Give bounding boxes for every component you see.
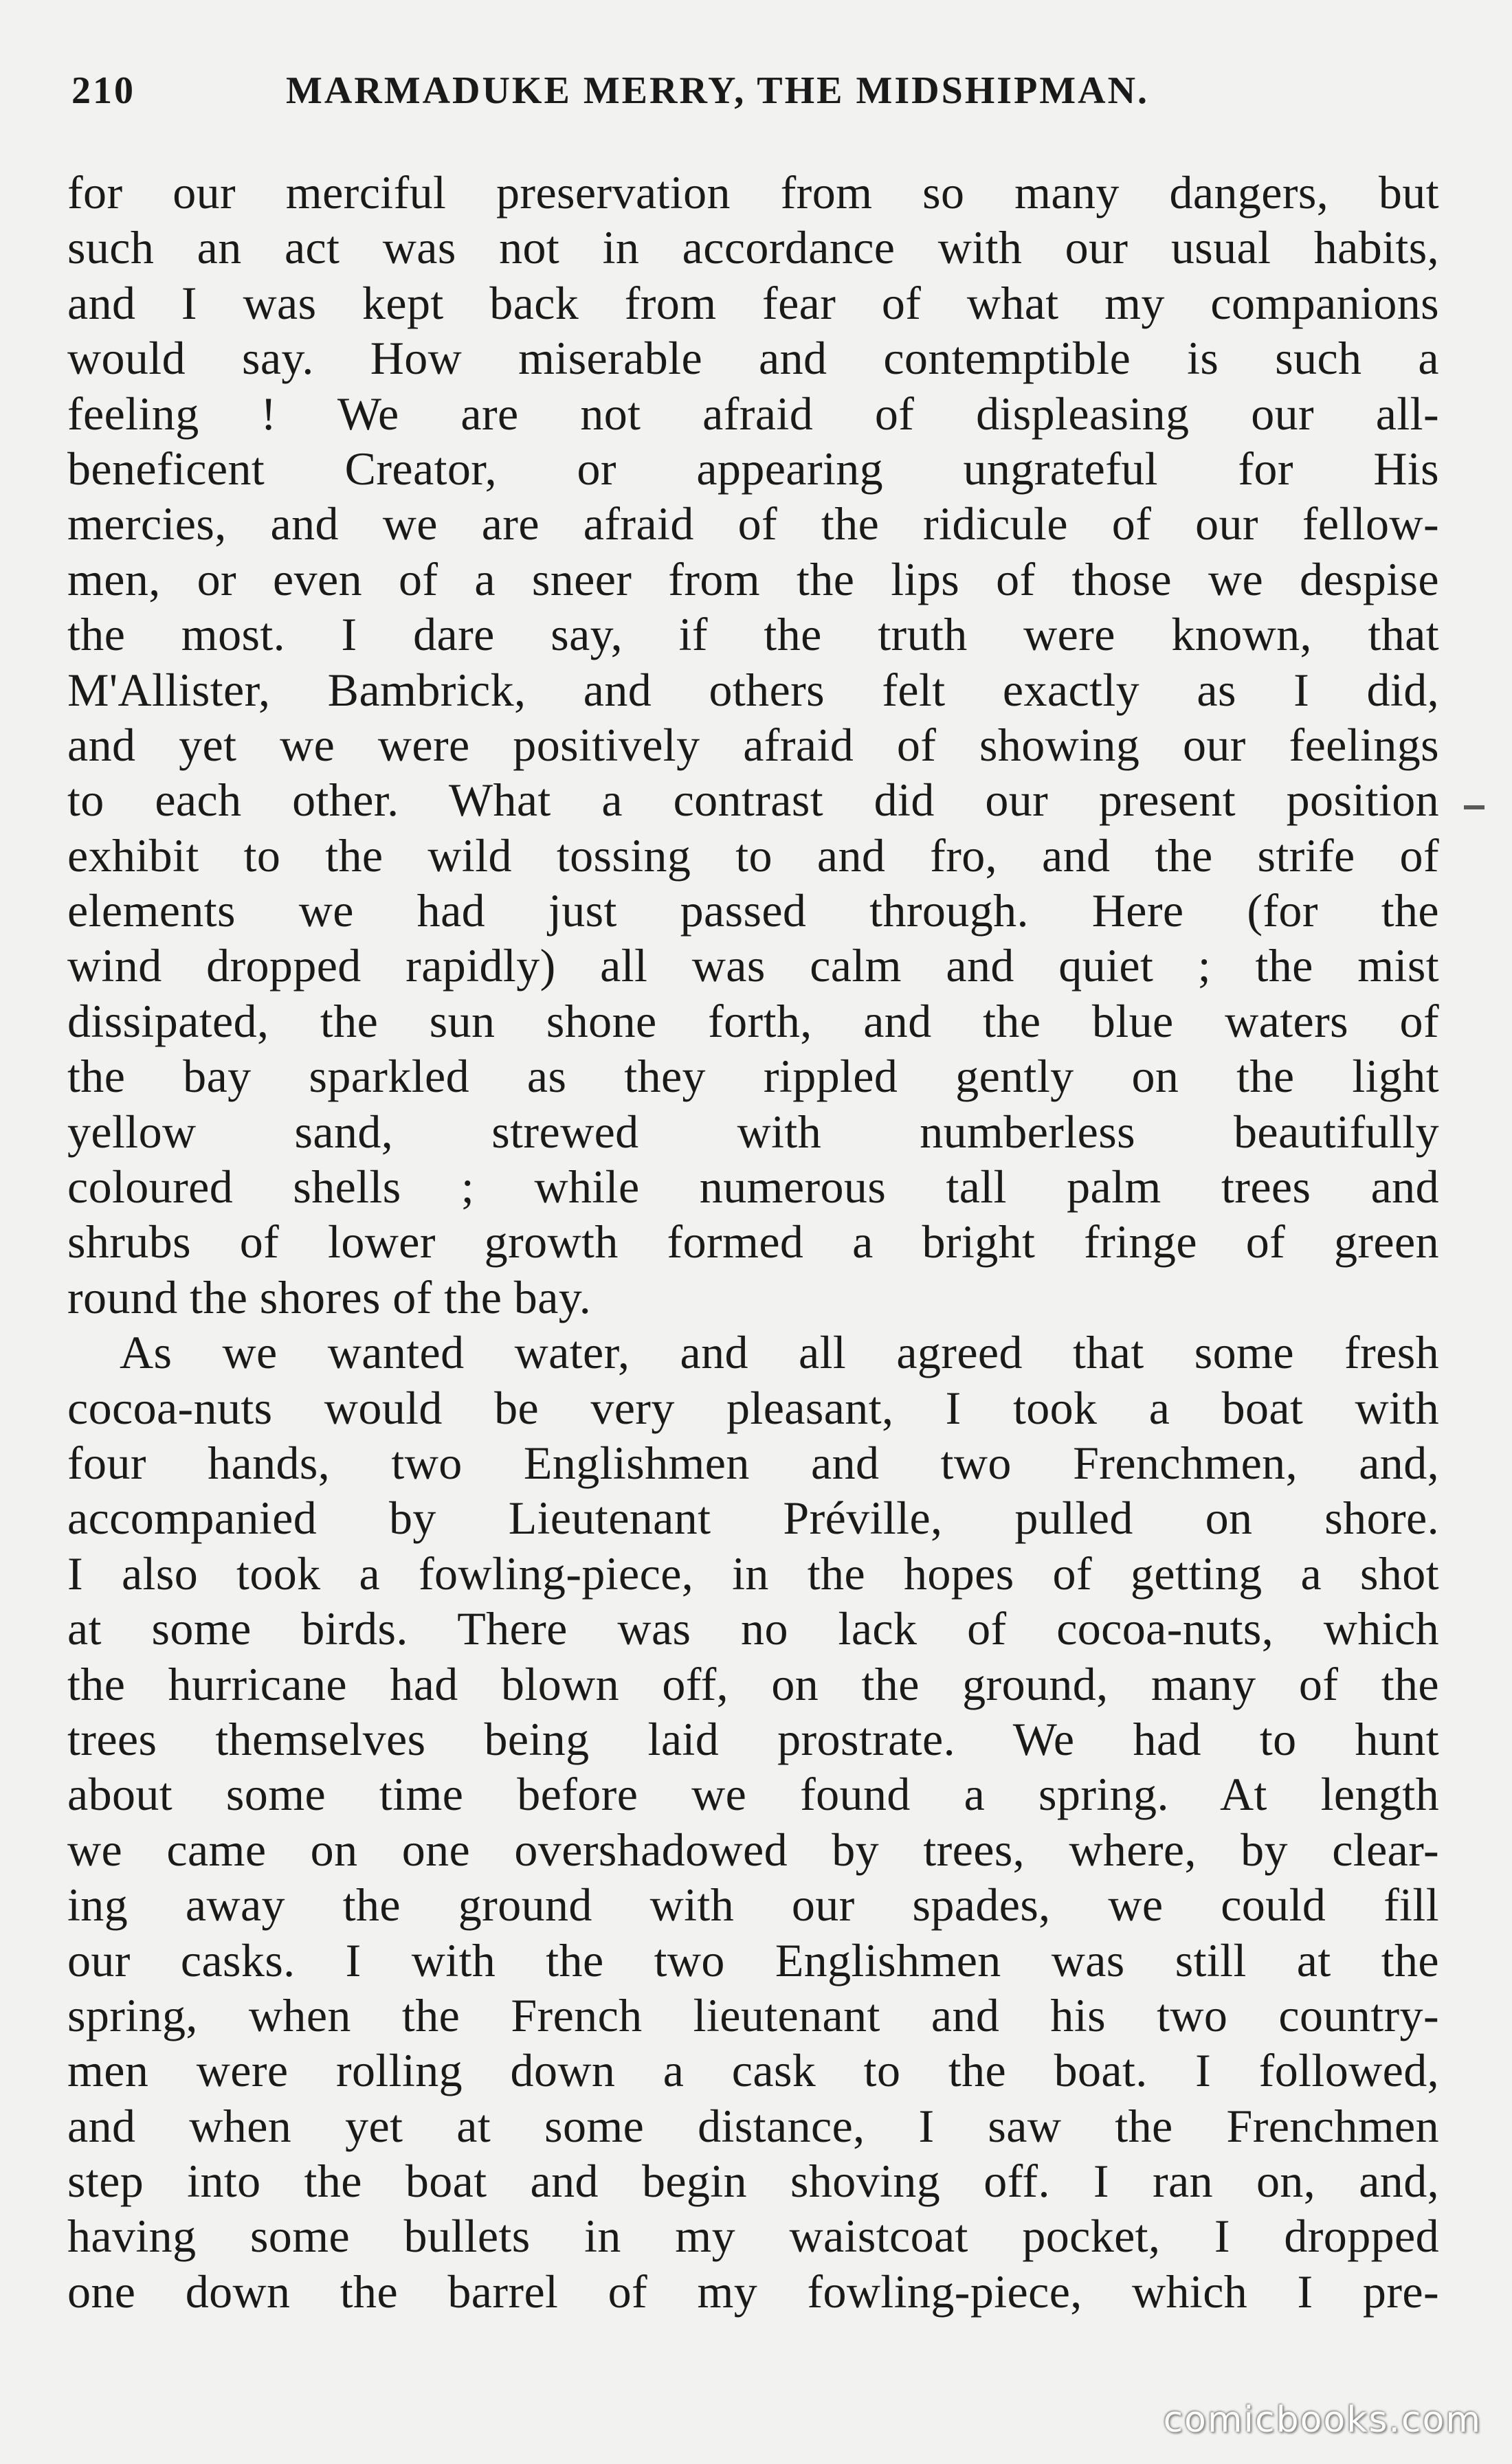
text-line: step into the boat and begin shoving off. I ran on, and, — [67, 2155, 1439, 2208]
body-text — [67, 165, 1439, 2319]
text-line: our casks. I with the two Englishmen was still at the — [67, 1934, 1439, 1986]
text-line: would say. How miserable and contemptible is such a — [67, 332, 1439, 385]
text-line: beneficent Creator, or appearing ungrateful for His — [67, 442, 1439, 495]
text-line: cocoa-nuts would be very pleasant, I took a boat with — [67, 1381, 1439, 1434]
text-line: one down the barrel of my fowling-piece, which I pre- — [67, 2265, 1439, 2318]
text-line: wind dropped rapidly) all was calm and quiet ; the mist — [67, 939, 1439, 992]
text-line: the hurricane had blown off, on the ground, many of the — [67, 1657, 1439, 1710]
paragraph-end-line: round the shores of the bay. — [67, 1270, 592, 1323]
text-line: feeling ! We are not afraid of displeasing our all- — [67, 387, 1439, 440]
text-line: yellow sand, strewed with numberless beautifully — [67, 1105, 1439, 1158]
text-line: for our merciful preservation from so many dangers, but — [67, 166, 1439, 219]
text-line: shrubs of lower growth formed a bright fringe of green — [67, 1216, 1439, 1268]
text-line: to each other. What a contrast did our present position — [67, 774, 1439, 827]
text-line: exhibit to the wild tossing to and fro, and the strife of — [67, 829, 1439, 882]
text-line: and I was kept back from fear of what my companions — [67, 276, 1439, 329]
text-line: such an act was not in accordance with our usual habits, — [67, 221, 1439, 274]
text-line: dissipated, the sun shone forth, and the blue waters of — [67, 994, 1439, 1047]
text-line: at some birds. There was no lack of cocoa-nuts, which — [67, 1602, 1439, 1655]
text-line: M'Allister, Bambrick, and others felt exactly as I did, — [67, 663, 1439, 716]
margin-dash-mark — [1464, 805, 1485, 809]
text-line: we came on one overshadowed by trees, where, by clear- — [67, 1823, 1439, 1876]
text-line: four hands, two Englishmen and two Frenchmen, and, — [67, 1436, 1439, 1489]
text-line: I also took a fowling-piece, in the hopes of getting a shot — [67, 1547, 1439, 1600]
text-line: ing away the ground with our spades, we could fill — [67, 1879, 1439, 1931]
text-line: about some time before we found a spring. At length — [67, 1768, 1439, 1821]
text-line: mercies, and we are afraid of the ridicule of our fellow- — [67, 497, 1439, 550]
running-head — [71, 63, 1251, 118]
running-title: MARMADUKE MERRY, THE MIDSHIPMAN. — [286, 69, 1150, 112]
page-number: 210 — [71, 69, 135, 112]
text-line: accompanied by Lieutenant Préville, pulled on shore. — [67, 1492, 1439, 1545]
text-line: spring, when the French lieutenant and his two country- — [67, 1989, 1439, 2041]
watermark: comicbooks.com — [1163, 2399, 1482, 2441]
text-line: men, or even of a sneer from the lips of those we despise — [67, 552, 1439, 605]
text-line: elements we had just passed through. Here (for the — [67, 884, 1439, 937]
paragraph-first-line: As we wanted water, and all agreed that some fresh — [120, 1326, 1439, 1379]
text-line: having some bullets in my waistcoat pocket, I dropped — [67, 2210, 1439, 2263]
text-line: the bay sparkled as they rippled gently on the light — [67, 1050, 1439, 1103]
text-line: coloured shells ; while numerous tall palm trees and — [67, 1161, 1439, 1213]
text-line: men were rolling down a cask to the boat. I followed, — [67, 2044, 1439, 2097]
text-line: and when yet at some distance, I saw the Frenchmen — [67, 2099, 1439, 2152]
text-line: trees themselves being laid prostrate. We had to hunt — [67, 1712, 1439, 1765]
text-line: and yet we were positively afraid of showing our feelings — [67, 718, 1439, 771]
text-line: the most. I dare say, if the truth were known, that — [67, 608, 1439, 661]
